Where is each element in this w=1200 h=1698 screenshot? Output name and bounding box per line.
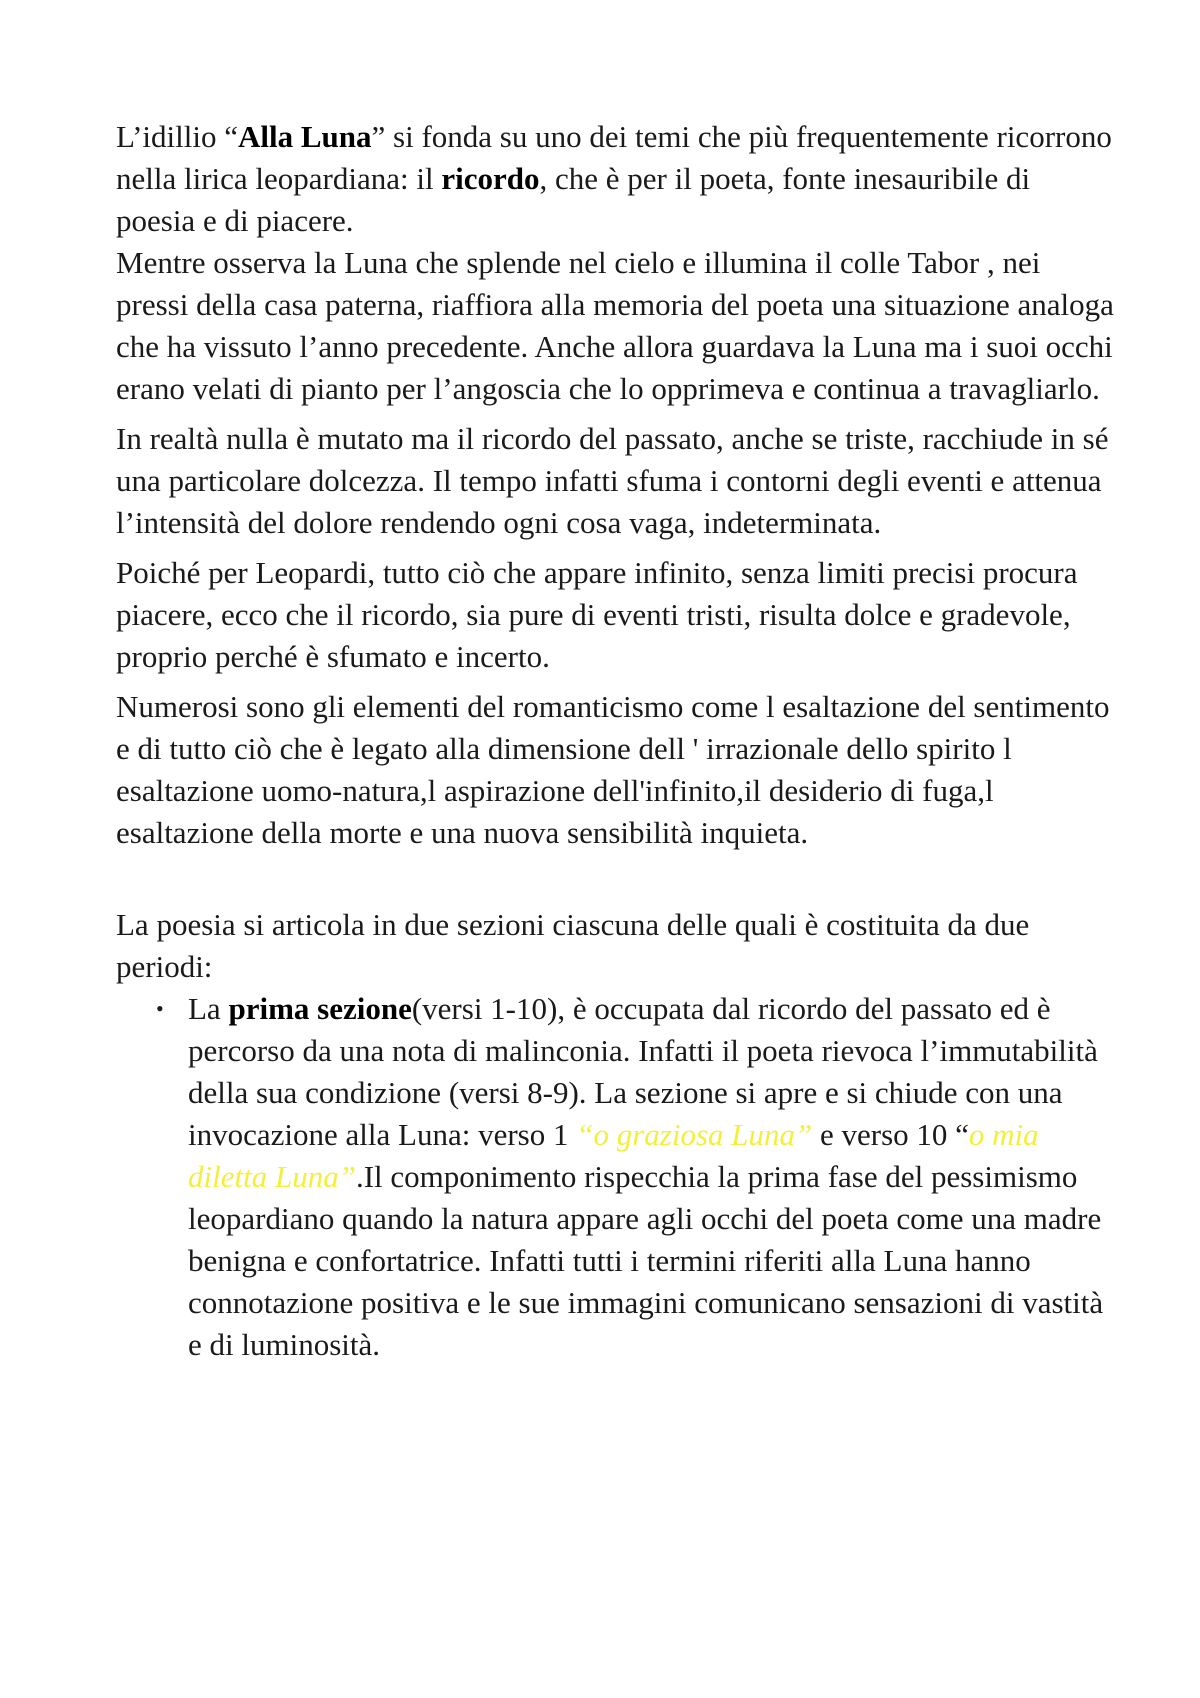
sections-list: [116, 988, 1116, 1366]
blank-line: [116, 862, 1116, 904]
quote-diletta-luna: o mia diletta Luna”: [188, 1117, 1039, 1194]
quote-graziosa-luna: “o graziosa Luna”: [576, 1117, 813, 1152]
keyword-ricordo: ricordo: [441, 161, 540, 196]
intro-text-c: ” si fonda su uno dei temi che più frequentemente ricorrono nella lirica leopardiana: il: [116, 119, 1112, 196]
keyword-prima-sezione: prima sezione: [228, 991, 412, 1026]
poem-title: Alla Luna: [238, 119, 372, 154]
paragraph-romanticism: Numerosi sono gli elementi del romanticismo come l esaltazione del sentimento e di tutto ciò che è legato alla dimensione dell ' irrazionale dello spirito l esaltazione uomo-natura,l aspirazione dell'infinito,il desiderio di fuga,l esaltazione della morte e una nuova sensibilità inquieta.: [116, 689, 1110, 850]
paragraph-intro: [116, 116, 1116, 242]
paragraph-memory-sweetness: In realtà nulla è mutato ma il ricordo del passato, anche se triste, racchiude in sé una particolare dolcezza. Il tempo infatti sfuma i contorni degli eventi e attenua l’intensità del dolore rendendo ogni cosa vaga, indeterminata.: [116, 421, 1109, 540]
bullet-text-e: e verso 10 “: [812, 1117, 969, 1152]
paragraph-structure: La poesia si articola in due sezioni ciascuna delle quali è costituita da due periodi:: [116, 907, 1030, 984]
list-item-first-section: [156, 988, 1116, 1366]
intro-text-a: L’idillio “: [116, 119, 238, 154]
paragraph-infinite-pleasure: Poiché per Leopardi, tutto ciò che appare infinito, senza limiti precisi procura piacere, ecco che il ricordo, sia pure di eventi tristi, risulta dolce e gradevole, proprio perché è sfumato e incerto.: [116, 555, 1078, 674]
bullet-text-g: .Il componimento rispecchia la prima fase del pessimismo leopardiano quando la natura appare agli occhi del poeta come una madre benigna e confortatrice. Infatti tutti i termini riferiti alla Luna hanno connotazione positiva e le sue immagini comunicano sensazioni di vastità e di luminosità.: [188, 1159, 1104, 1362]
bullet-text-a: La: [188, 991, 229, 1026]
paragraph-moon-observation: Mentre osserva la Luna che splende nel cielo e illumina il colle Tabor , nei pressi della casa paterna, riaffiora alla memoria del poeta una situazione analoga che ha vissuto l’anno precedente. Anche allora guardava la Luna ma i suoi occhi erano velati di pianto per l’angoscia che lo opprimeva e continua a travagliarlo.: [116, 245, 1114, 406]
bullet-text-c: (versi 1-10), è occupata dal ricordo del passato ed è percorso da una nota di malinconia. Infatti il poeta rievoca l’immutabilità della sua condizione (versi 8-9). La sezione si apre e si chiude con una invocazione alla Luna: verso 1: [188, 991, 1098, 1152]
document-page: [116, 116, 1116, 1366]
intro-text-e: , che è per il poeta, fonte inesauribile di poesia e di piacere.: [116, 161, 1031, 238]
bullet-icon: •: [156, 996, 164, 1021]
